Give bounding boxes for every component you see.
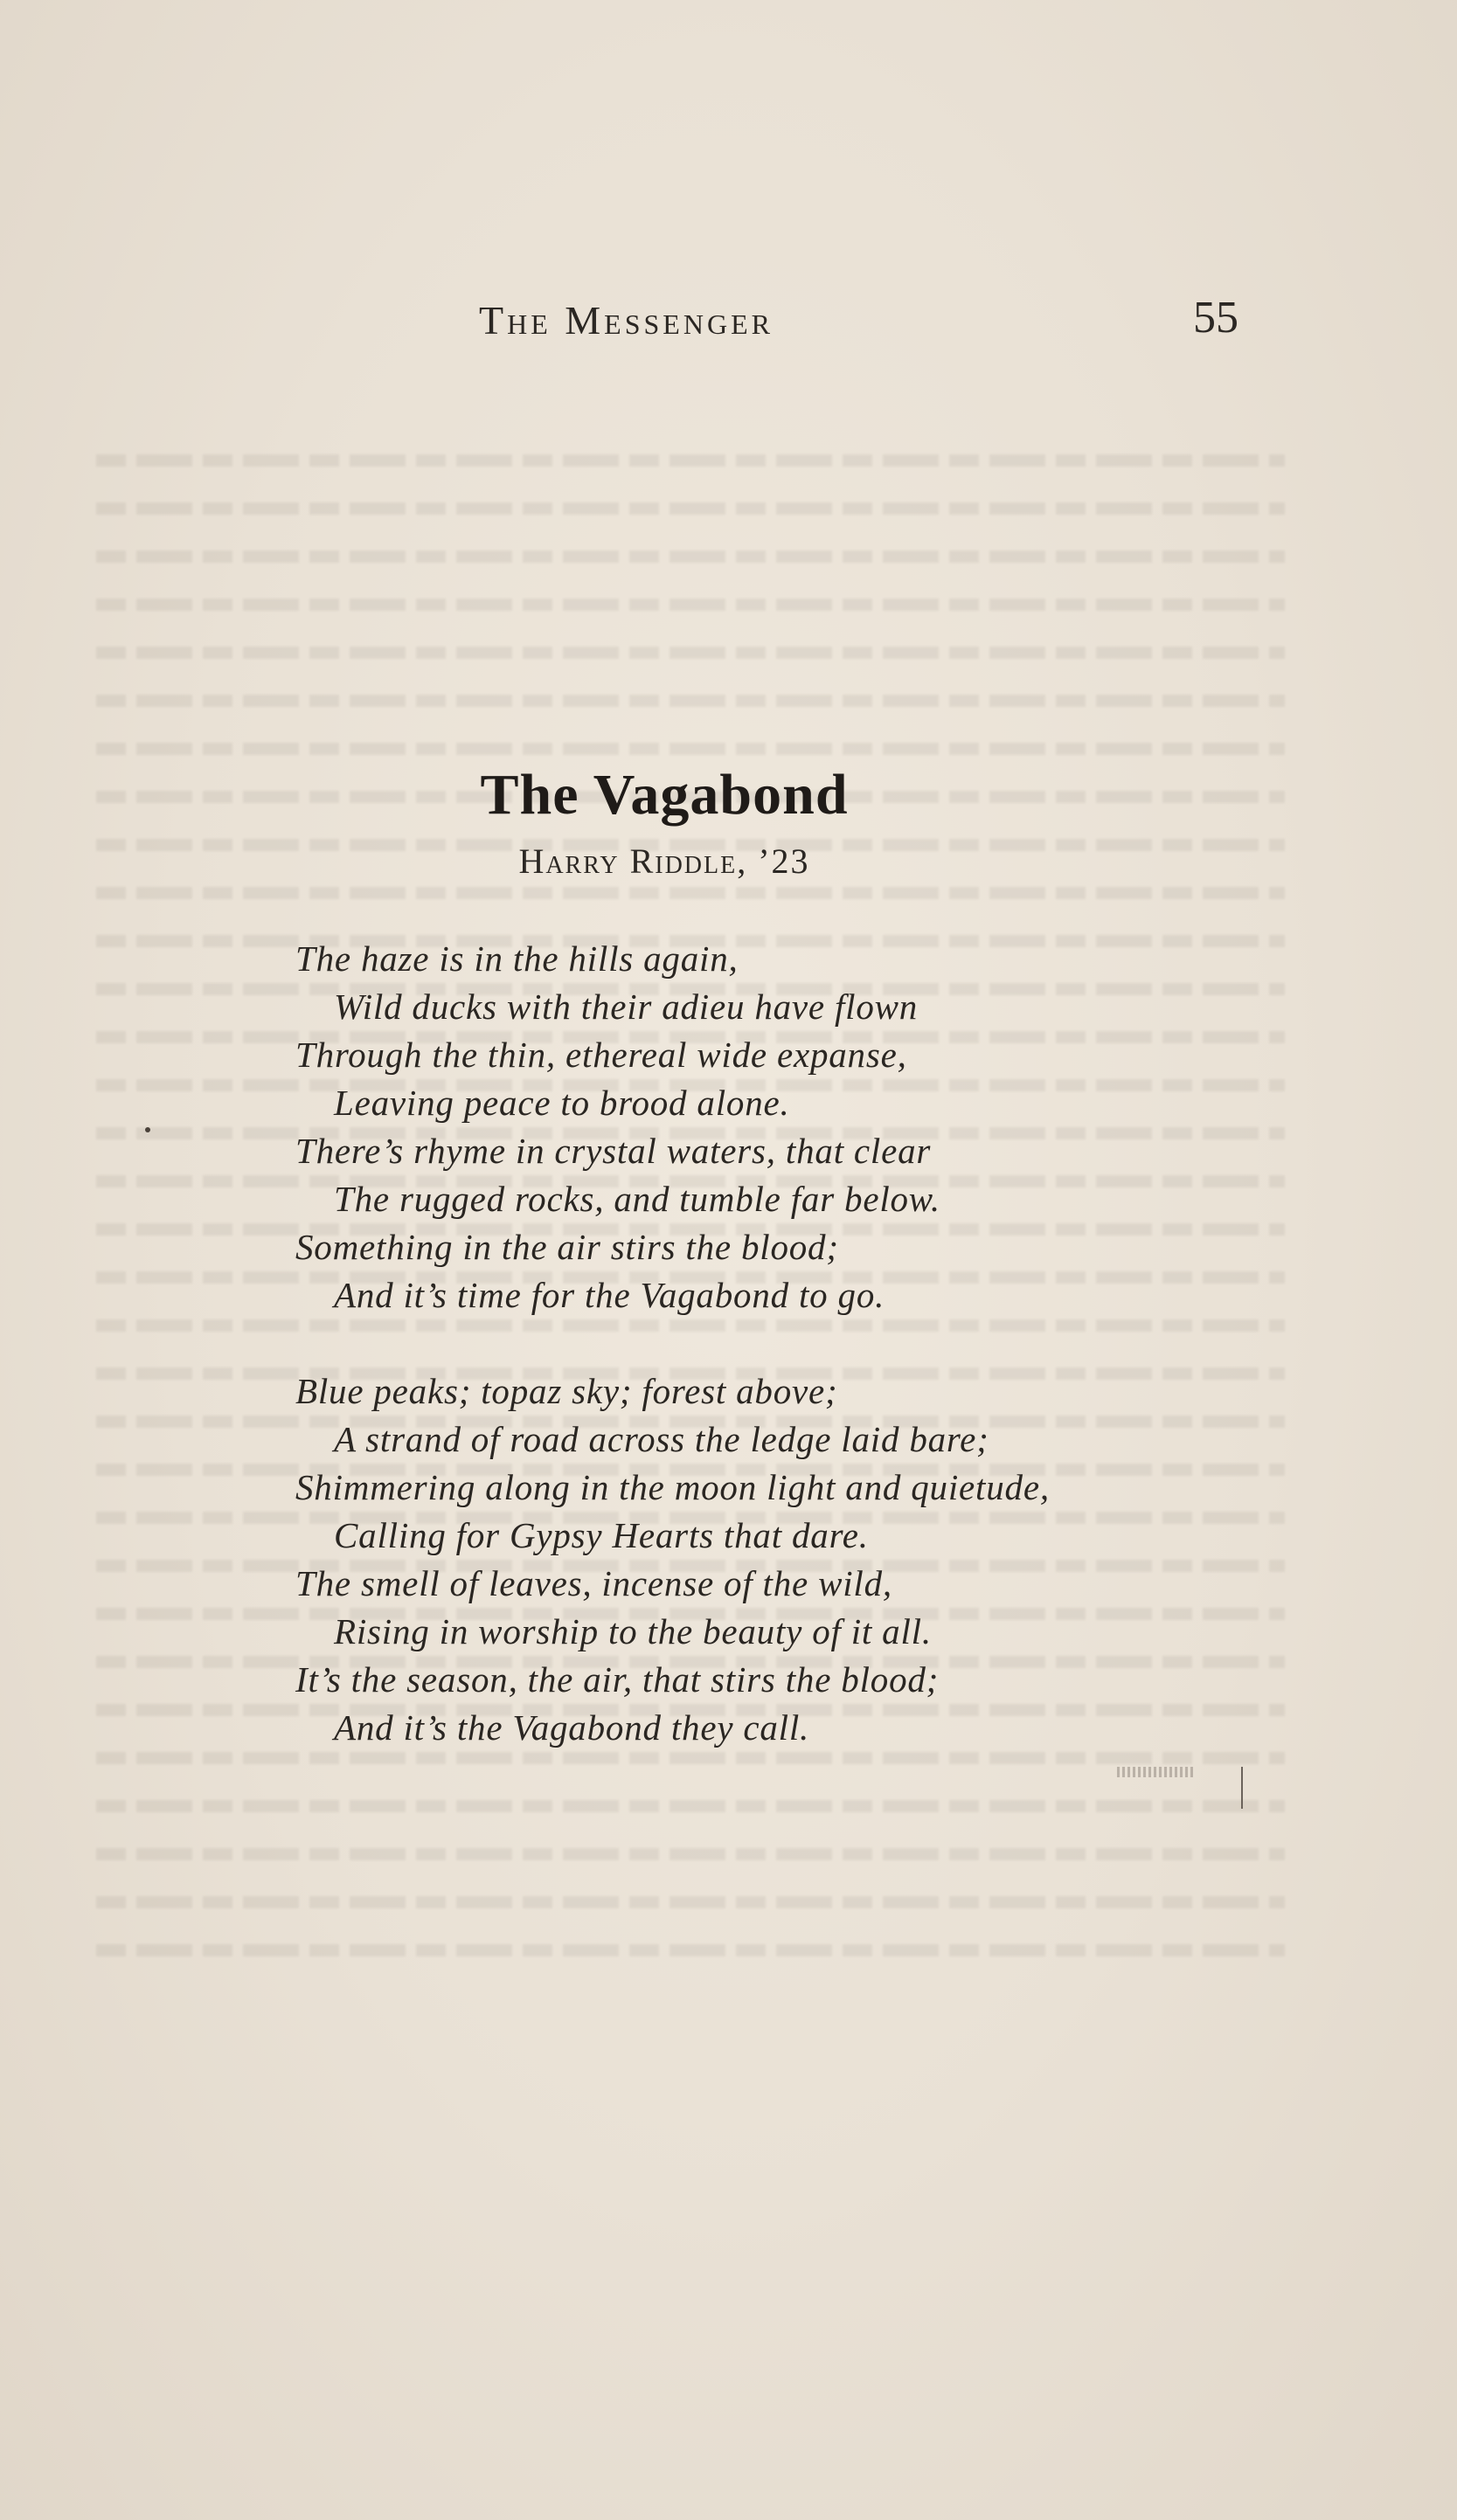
- poem-line: The haze is in the hills again,: [295, 938, 739, 979]
- poem-line: It’s the season, the air, that stirs the blood;: [295, 1659, 940, 1700]
- poem-line: Blue peaks; topaz sky; forest above;: [295, 1371, 838, 1411]
- page-number: 55: [1193, 293, 1238, 343]
- poem-line: Leaving peace to brood alone.: [334, 1083, 790, 1123]
- poem-line: Wild ducks with their adieu have flown: [334, 987, 919, 1027]
- running-head: The Messenger: [479, 298, 774, 343]
- poem-line: Calling for Gypsy Hearts that dare.: [334, 1515, 869, 1555]
- poem-title: The Vagabond: [480, 763, 849, 827]
- stanza-1: [295, 935, 1169, 1319]
- poem-line: Through the thin, ethereal wide expanse,: [295, 1035, 907, 1075]
- print-mark: [1117, 1767, 1196, 1777]
- poem-line: A strand of road across the ledge laid bare;: [334, 1419, 989, 1459]
- ink-speck: [145, 1127, 150, 1132]
- poem-line: The rugged rocks, and tumble far below.: [334, 1179, 940, 1219]
- stanza-2: [295, 1367, 1169, 1752]
- poem-line: Rising in worship to the beauty of it all.: [334, 1611, 932, 1651]
- poem-author: Harry Riddle, ’23: [518, 841, 810, 881]
- poem-line: There’s rhyme in crystal waters, that clear: [295, 1131, 932, 1171]
- poem-line: The smell of leaves, incense of the wild,: [295, 1563, 892, 1603]
- poem-line: Shimmering along in the moon light and quietude,: [295, 1467, 1050, 1507]
- poem-line: And it’s the Vagabond they call.: [334, 1707, 810, 1748]
- poem-line: And it’s time for the Vagabond to go.: [334, 1275, 885, 1315]
- print-mark-bar: [1241, 1767, 1243, 1809]
- poem-body: [295, 935, 1169, 1800]
- poem-line: Something in the air stirs the blood;: [295, 1227, 839, 1267]
